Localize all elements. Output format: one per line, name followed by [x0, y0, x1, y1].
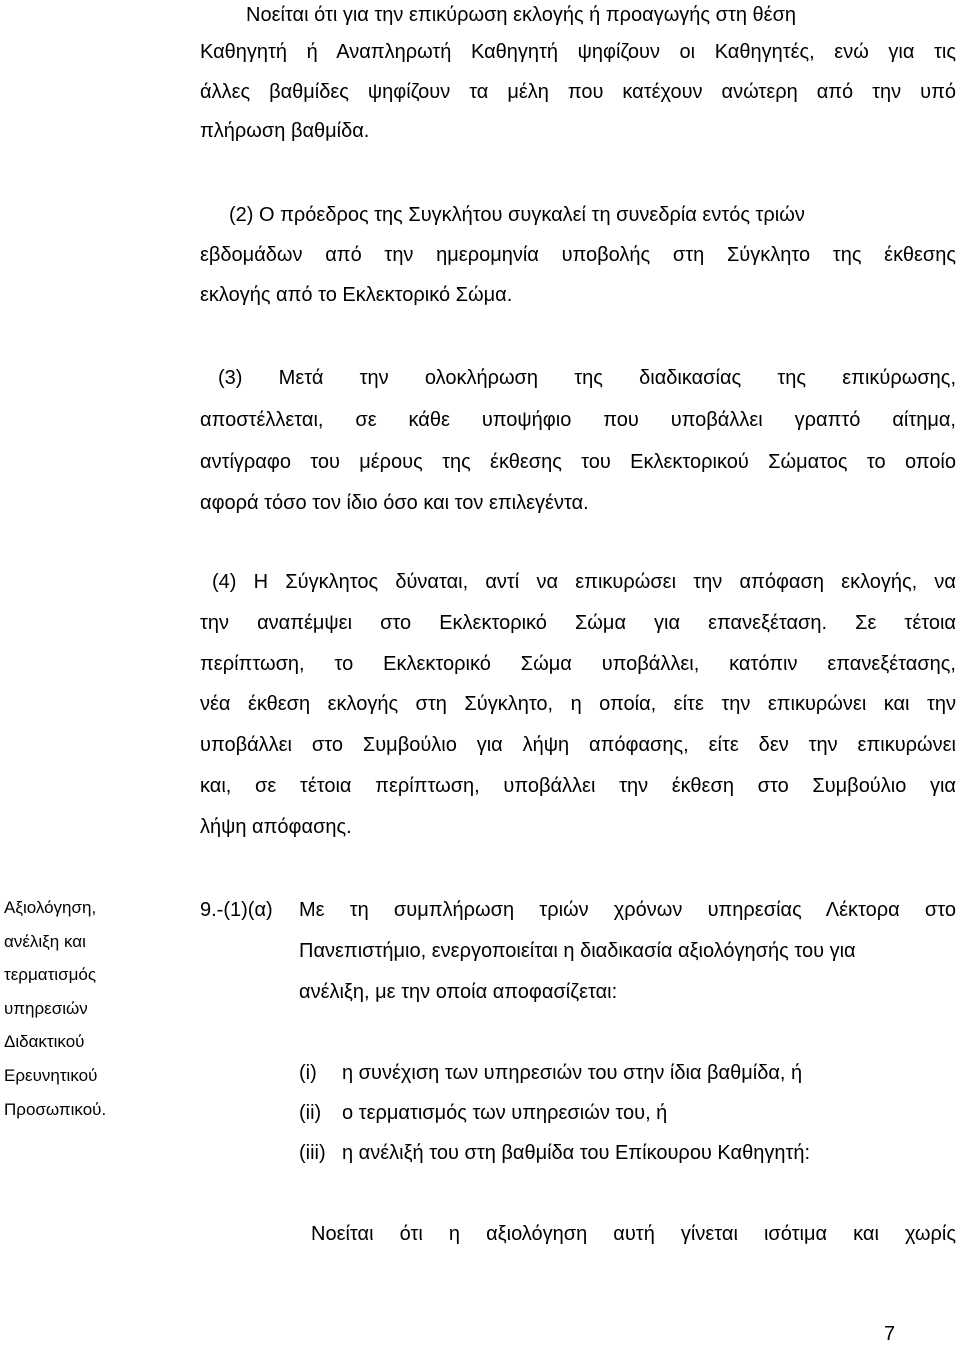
text-line: λήψη απόφασης.: [200, 816, 352, 838]
text-line: (4) Η Σύγκλητος δύναται, αντί να επικυρώσει την απόφαση εκλογής, να: [212, 571, 956, 593]
margin-note-line: υπηρεσιών: [4, 999, 88, 1018]
margin-note-line: ανέλιξη και: [4, 932, 86, 951]
text-line: εβδομάδων από την ημερομηνία υποβολής στη Σύγκλητο της έκθεσης: [200, 244, 956, 266]
option-label: (iii): [299, 1142, 326, 1164]
text-line: Νοείται ότι για την επικύρωση εκλογής ή προαγωγής στη θέση: [246, 4, 797, 26]
text-line: Νοείται ότι η αξιολόγηση αυτή γίνεται ισότιμα και χωρίς: [311, 1223, 956, 1245]
text-line: αποστέλλεται, σε κάθε υποψήφιο που υποβάλλει γραπτό αίτημα,: [200, 409, 956, 431]
option-label: (i): [299, 1062, 317, 1084]
section-number: 9.-(1)(α): [200, 899, 273, 921]
margin-note-line: Αξιολόγηση,: [4, 898, 97, 917]
text-line: νέα έκθεση εκλογής στη Σύγκλητο, η οποία, είτε την επικυρώνει και την: [200, 693, 956, 715]
margin-note-line: τερματισμός: [4, 965, 97, 984]
option-text: η συνέχιση των υπηρεσιών του στην ίδια βαθμίδα, ή: [342, 1062, 803, 1084]
page-number: 7: [884, 1323, 896, 1345]
text-line: αφορά τόσο τον ίδιο όσο και τον επιλεγέντα.: [200, 492, 589, 514]
option-label: (ii): [299, 1102, 322, 1124]
text-line: εκλογής από το Εκλεκτορικό Σώμα.: [200, 284, 513, 306]
margin-note-line: Προσωπικού.: [4, 1100, 107, 1119]
text-line: Με τη συμπλήρωση τριών χρόνων υπηρεσίας Λέκτορα στο: [299, 899, 956, 921]
text-line: (3) Μετά την ολοκλήρωση της διαδικασίας της επικύρωσης,: [218, 367, 956, 389]
text-line: άλλες βαθμίδες ψηφίζουν τα μέλη που κατέχουν ανώτερη από την υπό: [200, 81, 956, 103]
text-line: πλήρωση βαθμίδα.: [200, 120, 370, 142]
text-line: περίπτωση, το Εκλεκτορικό Σώμα υποβάλλει, κατόπιν επανεξέτασης,: [200, 653, 956, 675]
text-line: την αναπέμψει στο Εκλεκτορικό Σώμα για επανεξέταση. Σε τέτοια: [200, 612, 956, 634]
text-line: Πανεπιστήμιο, ενεργοποιείται η διαδικασία αξιολόγησής του για: [299, 940, 856, 962]
option-text: η ανέλιξή του στη βαθμίδα του Επίκουρου Καθηγητή:: [342, 1142, 811, 1164]
option-text: ο τερματισμός των υπηρεσιών του, ή: [342, 1102, 668, 1124]
text-line: υποβάλλει στο Συμβούλιο για λήψη απόφασης, είτε δεν την επικυρώνει: [200, 734, 956, 756]
text-line: και, σε τέτοια περίπτωση, υποβάλλει την έκθεση στο Συμβούλιο για: [200, 775, 956, 797]
text-line: αντίγραφο του μέρους της έκθεσης του Εκλεκτορικού Σώματος το οποίο: [200, 451, 956, 473]
margin-note-line: Ερευνητικού: [4, 1066, 98, 1085]
margin-note-line: Διδακτικού: [4, 1032, 85, 1051]
text-line: (2) Ο πρόεδρος της Συγκλήτου συγκαλεί τη συνεδρία εντός τριών: [229, 204, 805, 226]
text-line: Καθηγητή ή Αναπληρωτή Καθηγητή ψηφίζουν οι Καθηγητές, ενώ για τις: [200, 41, 956, 63]
text-line: ανέλιξη, με την οποία αποφασίζεται:: [299, 981, 618, 1003]
